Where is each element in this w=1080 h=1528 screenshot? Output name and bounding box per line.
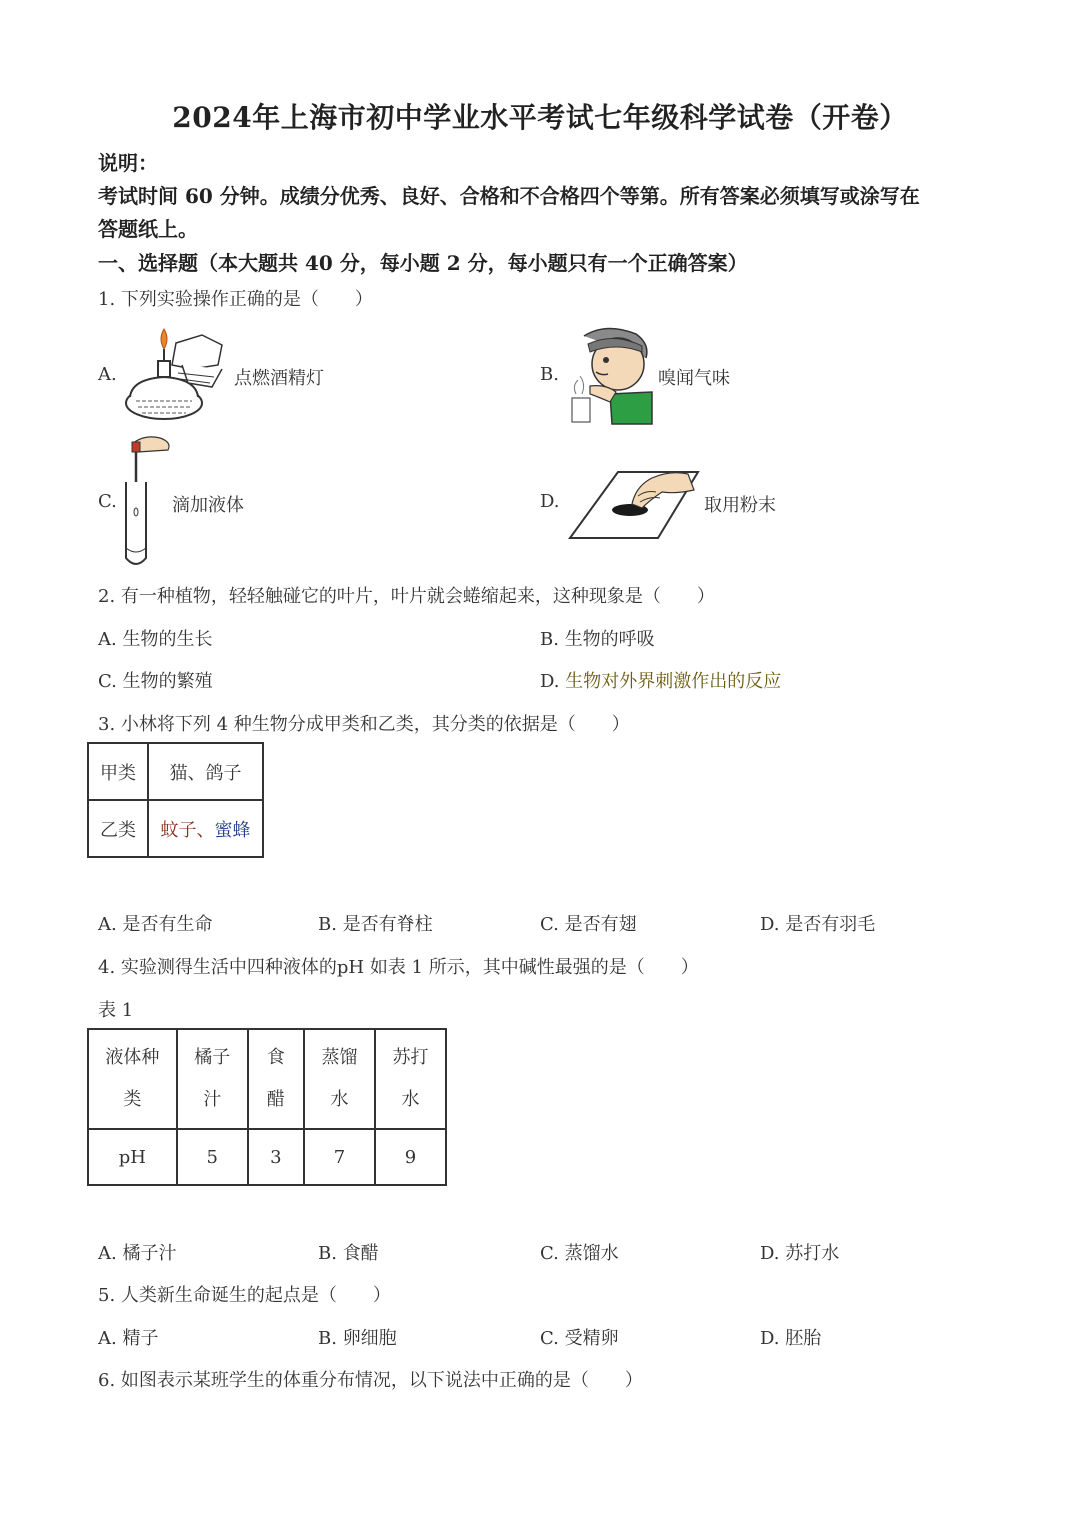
q4-option-b-text: 食醋 (342, 1243, 379, 1264)
q3-option-d-text: 是否有羽毛 (785, 914, 876, 935)
q1-option-a-text: 点燃酒精灯 (234, 368, 324, 389)
q4-option-a-letter: A. (98, 1243, 117, 1264)
q4-option-b-letter: B. (318, 1243, 337, 1264)
smelling-gas-figure (566, 322, 658, 426)
q4-option-a (98, 1239, 176, 1265)
q4-option-d-text: 苏打水 (785, 1243, 840, 1264)
table-cell: pH (88, 1129, 177, 1185)
q5-option-d (760, 1324, 821, 1350)
q4-stem: 4. 实验测得生活中四种液体的pH 如表 1 所示，其中碱性最强的是（ ） (98, 957, 699, 978)
q3-stem: 3. 小林将下列 4 种生物分成甲类和乙类，其分类的依据是（ ） (98, 714, 630, 735)
q5-option-a (98, 1324, 158, 1350)
instructions-line-2: 答题纸上。 (98, 217, 198, 241)
instructions-label: 说明： (98, 151, 158, 175)
q1-option-d-text: 取用粉末 (704, 495, 776, 516)
q5-option-a-letter: A. (98, 1328, 117, 1349)
q6-stem: 6. 如图表示某班学生的体重分布情况，以下说法中正确的是（ ） (98, 1370, 643, 1391)
q1-stem: 1. 下列实验操作正确的是（ ） (98, 289, 373, 310)
q2-option-c-letter: C. (98, 671, 117, 692)
q2-option-b-text: 生物的呼吸 (564, 629, 655, 650)
q3-option-a (98, 910, 212, 936)
q5-option-b-text: 卵细胞 (342, 1328, 397, 1349)
q5-option-d-text: 胚胎 (785, 1328, 822, 1349)
q2-option-d-letter: D. (540, 671, 560, 692)
q4-option-d (760, 1239, 839, 1265)
header-text: 汁 (203, 1089, 222, 1110)
q2-option-b-letter: B. (540, 629, 559, 650)
q5-stem: 5. 人类新生命诞生的起点是（ ） (98, 1285, 391, 1306)
table-header-cell (248, 1029, 304, 1129)
q2-option-a-text: 生物的生长 (122, 629, 213, 650)
alcohol-lamp-figure (122, 325, 234, 425)
header-text: 液体种 (105, 1047, 160, 1068)
q1-option-d-letter: D. (540, 491, 560, 512)
q3-classification-table (87, 742, 264, 858)
header-text: 蒸馏 (321, 1047, 358, 1068)
q5-option-a-text: 精子 (122, 1328, 159, 1349)
q5-option-c-letter: C. (540, 1328, 559, 1349)
q1-option-c-letter: C. (98, 491, 117, 512)
table-header-cell (304, 1029, 375, 1129)
q3-option-c (540, 910, 637, 936)
q3-option-d-letter: D. (760, 914, 780, 935)
table-row (88, 800, 263, 857)
dropper-test-tube-figure (120, 430, 176, 572)
table-row (88, 743, 263, 800)
table-cell: 3 (248, 1129, 304, 1185)
instructions-line-1: 考试时间 60 分钟。成绩分优秀、良好、合格和不合格四个等第。所有答案必须填写或涂写在 (98, 184, 920, 208)
table-cell: 5 (177, 1129, 248, 1185)
q2-option-c (98, 667, 213, 693)
table-1-caption: 表 1 (98, 1000, 134, 1021)
table-row (88, 1129, 446, 1185)
table-header-row (88, 1029, 446, 1129)
q2-option-b (540, 625, 655, 651)
q1-option-a-letter: A. (98, 364, 117, 385)
q4-option-c (540, 1239, 619, 1265)
q3-option-a-letter: A. (98, 914, 117, 935)
q4-option-c-text: 蒸馏水 (564, 1243, 619, 1264)
table-cell-text: 蚊子、 (160, 819, 215, 841)
q3-option-b-text: 是否有脊柱 (342, 914, 433, 935)
table-cell: 9 (375, 1129, 446, 1185)
q2-option-a (98, 625, 212, 651)
q2-stem: 2. 有一种植物，轻轻触碰它的叶片，叶片就会蜷缩起来，这种现象是（ ） (98, 586, 715, 607)
table-header-cell (88, 1029, 177, 1129)
page-title: 2024年上海市初中学业水平考试七年级科学试卷（开卷） (172, 101, 908, 134)
q1-option-b-letter: B. (540, 364, 559, 385)
powder-paper-figure (566, 460, 702, 544)
q3-option-c-letter: C. (540, 914, 559, 935)
table-header-cell (375, 1029, 446, 1129)
header-text: 苏打 (392, 1047, 429, 1068)
section-1-heading: 一、选择题（本大题共 40 分，每小题 2 分，每小题只有一个正确答案） (98, 251, 748, 275)
header-text: 类 (123, 1089, 142, 1110)
q3-option-c-text: 是否有翅 (564, 914, 637, 935)
q3-option-a-text: 是否有生命 (122, 914, 213, 935)
table-cell: 甲类 (88, 743, 148, 800)
table-cell (148, 800, 263, 857)
q4-option-a-text: 橘子汁 (122, 1243, 177, 1264)
header-text: 水 (401, 1089, 420, 1110)
q4-option-d-letter: D. (760, 1243, 780, 1264)
q5-option-d-letter: D. (760, 1328, 780, 1349)
q3-option-b-letter: B. (318, 914, 337, 935)
q2-option-d-text: 生物对外界刺激作出的反应 (565, 671, 782, 692)
header-text: 水 (330, 1089, 349, 1110)
q1-option-b-text: 嗅闻气味 (658, 368, 730, 389)
q5-option-b-letter: B. (318, 1328, 337, 1349)
q5-option-b (318, 1324, 397, 1350)
table-header-cell (177, 1029, 248, 1129)
q4-option-b (318, 1239, 379, 1265)
q4-ph-table (87, 1028, 447, 1186)
q5-option-c-text: 受精卵 (564, 1328, 619, 1349)
table-cell: 乙类 (88, 800, 148, 857)
q2-option-d (540, 667, 781, 693)
header-text: 食 (266, 1047, 285, 1068)
header-text: 橘子 (194, 1047, 231, 1068)
table-cell: 猫、鸽子 (148, 743, 263, 800)
table-cell: 7 (304, 1129, 375, 1185)
q2-option-c-text: 生物的繁殖 (122, 671, 213, 692)
table-cell-text: 蜜蜂 (214, 819, 251, 841)
q1-option-c-text: 滴加液体 (172, 495, 244, 516)
q2-option-a-letter: A. (98, 629, 117, 650)
q5-option-c (540, 1324, 619, 1350)
header-text: 醋 (266, 1089, 285, 1110)
q3-option-d (760, 910, 875, 936)
q3-option-b (318, 910, 433, 936)
q4-option-c-letter: C. (540, 1243, 559, 1264)
